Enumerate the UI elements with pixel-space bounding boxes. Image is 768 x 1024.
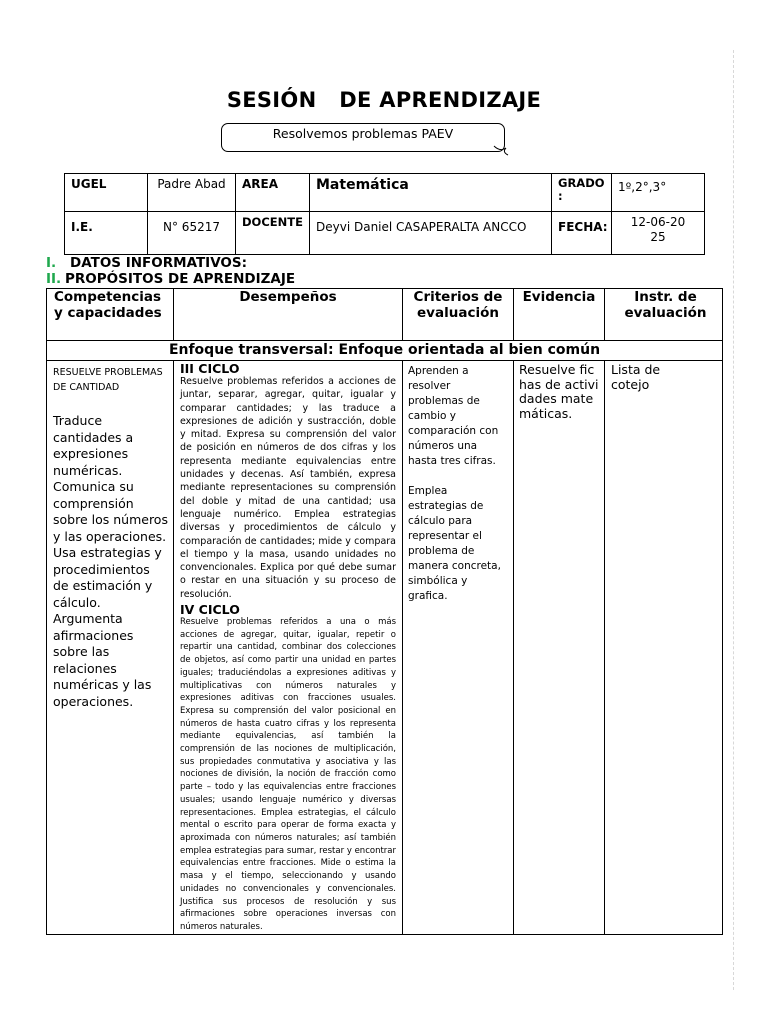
desempenos-cell xyxy=(174,361,403,935)
capacidades-list xyxy=(53,413,169,710)
grado-label: GRADO : xyxy=(552,174,612,212)
section-1-title: DATOS INFORMATIVOS: xyxy=(70,255,248,271)
page-title: SESIÓN DE APRENDIZAJE xyxy=(226,88,542,112)
grado-value: 1º,2°,3° xyxy=(612,174,705,212)
area-label: AREA xyxy=(236,174,310,212)
ugel-label: UGEL xyxy=(65,174,148,212)
ciclo-3-title: III CICLO xyxy=(180,361,240,376)
section-1-number: I. xyxy=(46,255,57,271)
session-title-banner xyxy=(221,123,505,152)
header-evidencia: Evidencia xyxy=(514,289,605,341)
docente-label: DOCENTE xyxy=(236,212,310,255)
info-row-1 xyxy=(65,174,705,212)
evidencia-text: Resuelve fichas de actividades matemáticas. xyxy=(519,362,599,421)
session-title-text: Resolvemos problemas PAEV xyxy=(272,126,454,141)
section-propositos xyxy=(46,271,295,287)
section-datos-informativos xyxy=(46,255,247,271)
ciclo-4-text: Resuelve problemas referidos a una o más acciones de agregar, quitar, igualar, repetir o repartir una cantidad, combinar dos colecciones de objetos, así como partir una unidad en partes iguales; traduciéndolas a expresiones aditivas y multiplicativas con números naturales y expresiones aditivas con fracciones usuales. Expresa su comprensión del valor posicional en números de hasta cuatro cifras y los representa mediante equivalencias, así también la comprensión de las nociones de multiplicación, sus propiedades conmutativa y asociativa y las nociones de división, la noción de fracción como parte – todo y las equivalencias entre fracciones usuales; usando lenguaje numérico y diversas representaciones. Emplea estrategias, el cálculo mental o escrito para operar de forma exacta y aproximada con números naturales; así también emplea estrategias para sumar, restar y encontrar equivalencias entre fracciones. Mide o estima la masa y el tiempo, seleccionando y usando unidades no convencionales y convencionales. Justifica sus procesos de resolución y sus afirmaciones sobre operaciones inversas con números naturales. xyxy=(180,617,396,932)
purposes-header-row xyxy=(47,289,723,341)
ie-label: I.E. xyxy=(65,212,148,255)
criterio-item: Aprenden a resolver problemas de cambio y comparación con números una hasta tres cifras. xyxy=(408,365,499,467)
banner-curl-icon xyxy=(492,140,510,156)
enfoque-row xyxy=(47,341,723,361)
purposes-content-row xyxy=(47,361,723,935)
header-instrumento: Instr. de evaluación xyxy=(605,289,723,341)
fecha-value: 12-06-2025 xyxy=(612,212,705,255)
instrumento-text: Lista de cotejo xyxy=(611,362,661,392)
purposes-table xyxy=(46,288,723,935)
capacidad-item: Usa estrategias y procedimientos de estimación y cálculo. xyxy=(53,545,162,610)
section-2-number: II. xyxy=(46,271,62,287)
info-table xyxy=(64,173,705,255)
header-competencias: Competencias y capacidades xyxy=(47,289,174,341)
capacidad-item: Comunica su comprensión sobre los números y las operaciones. xyxy=(53,479,168,544)
docente-value: Deyvi Daniel CASAPERALTA ANCCO xyxy=(310,212,552,255)
info-row-2 xyxy=(65,212,705,255)
criterios-cell xyxy=(403,361,514,935)
criterio-item: Emplea estrategias de cálculo para representar el problema de manera concreta, simbólica y grafica. xyxy=(408,485,501,602)
section-2-title: PROPÓSITOS DE APRENDIZAJE xyxy=(65,271,296,287)
area-value: Matemática xyxy=(310,174,552,212)
ciclo-3-text: Resuelve problemas referidos a acciones de juntar, separar, agregar, quitar, igualar y comparar cantidades; y las traduce a expresiones de adición y sustracción, doble y mitad. Expresa su comprensión del valor de posición en números de dos cifras y los representa mediante equivalencias entre unidades y decenas. Así también, expresa mediante representaciones su comprensión del doble y mitad de una cantidad; usa lenguaje numérico. Emplea estrategias diversas y procedimientos de cálculo y comparación de cantidades; mide y compara el tiempo y la masa, usando unidades no convencionales. Explica por qué debe sumar o restar en una situación y su proceso de resolución. xyxy=(180,376,396,600)
fecha-label: FECHA: xyxy=(552,212,612,255)
header-criterios: Criterios de evaluación xyxy=(403,289,514,341)
capacidad-item: Traduce cantidades a expresiones numéricas. xyxy=(53,413,134,478)
ciclo-4-title: IV CICLO xyxy=(180,602,240,618)
instrumento-cell xyxy=(605,361,723,935)
ie-value: N° 65217 xyxy=(148,212,236,255)
competencias-cell xyxy=(47,361,174,935)
capacidad-item: Argumenta afirmaciones sobre las relaciones numéricas y las operaciones. xyxy=(53,611,152,709)
competencia-title: RESUELVE PROBLEMAS DE CANTIDAD xyxy=(53,367,163,393)
ugel-value: Padre Abad xyxy=(148,174,236,212)
enfoque-transversal: Enfoque transversal: Enfoque orientada al bien común xyxy=(47,341,723,361)
header-desempenos: Desempeños xyxy=(174,289,403,341)
page-edge-guide xyxy=(733,50,734,990)
evidencia-cell xyxy=(514,361,605,935)
